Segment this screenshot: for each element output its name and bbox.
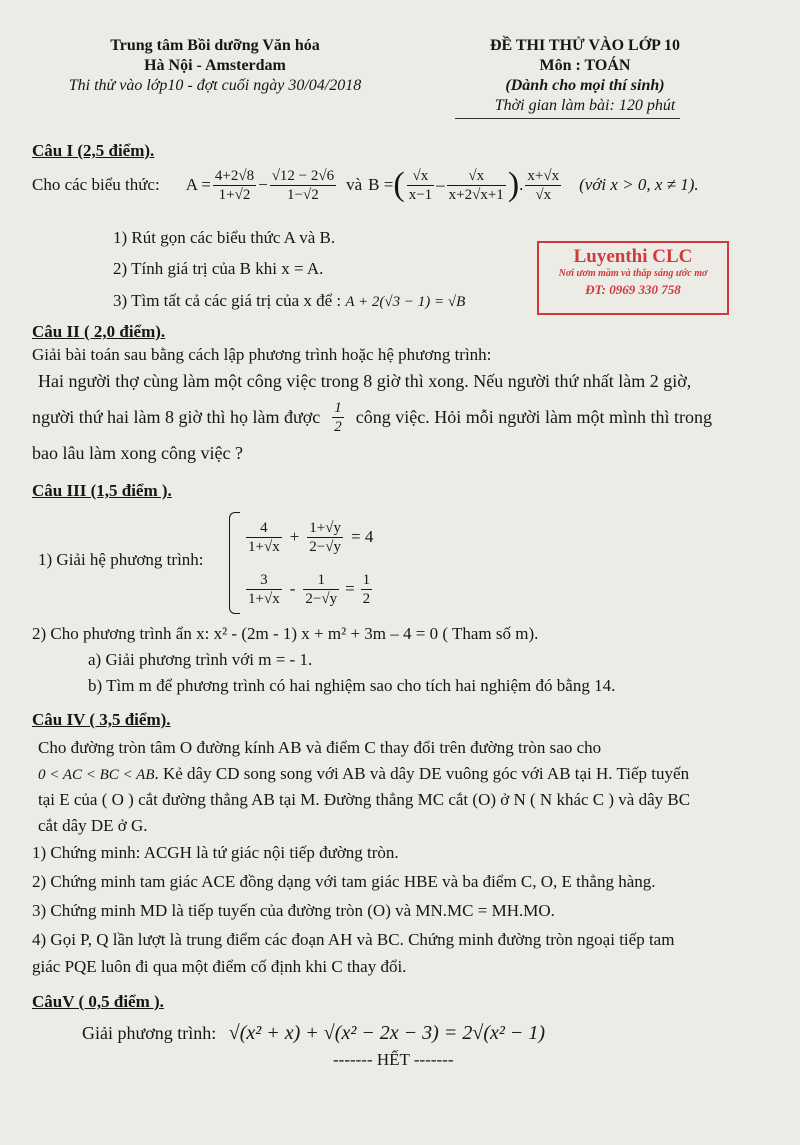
header-left xyxy=(30,36,400,96)
stamp-slogan: Nơi ươm mầm và thắp sáng ước mơ xyxy=(558,268,708,279)
q1-condition: (với x > 0, x ≠ 1). xyxy=(579,175,699,194)
exam-duration: Thời gian làm bài: 120 phút xyxy=(494,97,676,114)
B-frac2-numerator: √x xyxy=(447,167,506,186)
e2-frac1-numerator: 3 xyxy=(246,571,282,590)
A-fraction-2 xyxy=(270,167,336,204)
q3-title: Câu III (1,5 điểm ). xyxy=(32,481,172,500)
A-label: A = xyxy=(185,175,211,194)
left-paren: ( xyxy=(393,166,405,203)
q2-fraction xyxy=(332,399,344,436)
e2-frac2-denominator: 2−√y xyxy=(305,590,338,607)
e2-rhs-fraction xyxy=(361,571,373,608)
q2-line4: bao lâu làm xong công việc ? xyxy=(32,443,243,463)
exam-title: ĐỀ THI THỬ VÀO LỚP 10 xyxy=(489,37,681,54)
q1-part3-equation: A + 2(√3 − 1) = √B xyxy=(345,294,466,310)
center-location: Hà Nội - Amsterdam xyxy=(144,57,286,74)
q4-part3: 3) Chứng minh MD là tiếp tuyến của đường tròn (O) và MN.MC = MH.MO. xyxy=(32,901,555,920)
q3-equation-1 xyxy=(244,514,373,560)
q4-part1: 1) Chứng minh: ACGH là tứ giác nội tiếp đường tròn. xyxy=(32,843,399,862)
e1-rhs: = 4 xyxy=(351,527,374,546)
q5-equation: √(x² + x) + √(x² − 2x − 3) = 2√(x² − 1) xyxy=(228,1022,546,1044)
e2-rhs-denominator: 2 xyxy=(362,590,371,607)
e2-rhs-numerator: 1 xyxy=(362,571,371,588)
e2-frac2-numerator: 1 xyxy=(303,571,339,590)
A-fraction-1 xyxy=(213,167,256,204)
center-name: Trung tâm Bồi dưỡng Văn hóa xyxy=(110,37,320,54)
exam-subject: Môn : TOÁN xyxy=(539,57,631,74)
q5-line xyxy=(82,1022,545,1045)
e2-equals: = xyxy=(345,579,355,598)
q1-title: Câu I (2,5 điểm). xyxy=(32,141,155,160)
e1-frac1-denominator: 1+√x xyxy=(248,538,280,555)
q2-fraction-denominator: 2 xyxy=(334,418,342,435)
q1-part3 xyxy=(113,291,465,311)
stamp-phone: ĐT: 0969 330 758 xyxy=(585,282,681,297)
q2-line3-end: công việc. Hỏi mỗi người làm một mình thì trong xyxy=(355,406,713,427)
B-label: B = xyxy=(368,175,394,194)
q4-line1: Cho đường tròn tâm O đường kính AB và điểm C thay đổi trên đường tròn sao cho xyxy=(38,738,602,757)
q3-part2b: b) Tìm m để phương trình có hai nghiệm sao cho tích hai nghiệm đó bằng 14. xyxy=(88,676,616,695)
e2-frac1-denominator: 1+√x xyxy=(248,590,280,607)
q3-part2: 2) Cho phương trình ẩn x: x² - (2m - 1) x + m² + 3m – 4 = 0 ( Tham số m). xyxy=(32,624,539,643)
A-minus: − xyxy=(258,175,268,194)
e2-fraction-1 xyxy=(246,571,282,608)
B-frac3-denominator: √x xyxy=(535,186,552,203)
publisher-stamp xyxy=(537,241,729,315)
q2-title: Câu II ( 2,0 điểm). xyxy=(32,322,166,341)
q4-line4: cắt dây DE ở G. xyxy=(38,816,148,835)
B-frac1-numerator: √x xyxy=(407,167,434,186)
e2-fraction-2 xyxy=(303,571,339,608)
stamp-name: Luyenthi CLC xyxy=(573,246,693,267)
e1-plus: + xyxy=(289,527,300,546)
q1-part3-text: 3) Tìm tất cả các giá trị của x để : xyxy=(113,291,342,310)
q4-part4b: giác PQE luôn đi qua một điểm cố định khi C thay đổi. xyxy=(32,957,407,976)
q3-part2a: a) Giải phương trình với m = - 1. xyxy=(88,650,313,669)
q1-expressions: Cho các biểu thức: A = $\frac{4+2√8}{1+√2}$ − $\frac{√12 - 2√6}{1-√2}$ và B = ( $\frac{√x}{x-1}$ – $\frac{√x}{x+2√x+1}$ ) . $\frac{x+√x}{√x}$ (với x > 0, x ≠ 1). xyxy=(32,166,699,203)
header-divider xyxy=(455,118,680,119)
and-word: và xyxy=(346,175,363,194)
e1-frac2-denominator: 2−√y xyxy=(309,538,341,555)
B-fraction-3 xyxy=(525,167,561,204)
q4-part2: 2) Chứng minh tam giác ACE đồng dạng với tam giác HBE và ba điểm C, O, E thẳng hàng. xyxy=(32,872,656,891)
q2-line2: Hai người thợ cùng làm một công việc trong 8 giờ thì xong. Nếu người thứ nhất làm 2 giờ, xyxy=(38,371,692,391)
q3-equation-2 xyxy=(244,566,374,612)
q2-fraction-numerator: 1 xyxy=(334,399,342,416)
e1-fraction-1 xyxy=(246,519,282,556)
q4-title: Câu IV ( 3,5 điểm). xyxy=(32,710,171,729)
A-frac1-numerator: 4+2√8 xyxy=(214,167,255,184)
B-frac1-denominator: x−1 xyxy=(408,186,433,203)
B-fraction-1 xyxy=(407,167,434,204)
e1-fraction-2 xyxy=(307,519,343,556)
q4-line2-text: . Kẻ dây CD song song với AB và dây DE vuông góc với AB tại H. Tiếp tuyến xyxy=(154,764,690,783)
B-frac3-numerator: x+√x xyxy=(527,167,560,184)
q2-line3 xyxy=(32,396,712,438)
q4-inequality: 0 < AC < BC < AB xyxy=(38,767,155,783)
right-paren: ) xyxy=(507,166,520,203)
q3-part1: 1) Giải hệ phương trình: xyxy=(38,550,204,569)
header-right xyxy=(455,36,715,116)
q1-part1: 1) Rút gọn các biểu thức A và B. xyxy=(113,228,336,247)
end-marker: ------- HẾT ------- xyxy=(333,1050,454,1069)
A-frac1-denominator: 1+√2 xyxy=(218,186,251,203)
exam-audience: (Dành cho mọi thí sinh) xyxy=(505,77,665,94)
q4-part4a: 4) Gọi P, Q lần lượt là trung điểm các đoạn AH và BC. Chứng minh đường tròn ngoại tiếp tam xyxy=(32,930,675,949)
A-frac2-denominator: 1−√2 xyxy=(287,186,319,203)
e1-frac2-numerator: 1+√y xyxy=(309,519,341,536)
B-frac2-denominator: x+2√x+1 xyxy=(448,186,504,203)
system-brace xyxy=(229,512,240,614)
q4-line2 xyxy=(38,764,689,784)
e2-minus: - xyxy=(289,579,296,598)
q5-text: Giải phương trình: xyxy=(82,1023,217,1043)
exam-date: Thi thử vào lớp10 - đợt cuối ngày 30/04/2018 xyxy=(68,77,362,94)
e1-frac1-numerator: 4 xyxy=(246,519,282,538)
q4-line3: tại E của ( O ) cắt đường thẳng AB tại M. Đường thẳng MC cắt (O) ở N ( N khác C ) và dây BC xyxy=(38,790,691,809)
q1-intro: Cho các biểu thức: xyxy=(32,175,160,194)
q1-part2: 2) Tính giá trị của B khi x = A. xyxy=(113,259,324,278)
q2-line3-start: người thứ hai làm 8 giờ thì họ làm được xyxy=(32,406,321,427)
B-fraction-2 xyxy=(447,167,506,204)
q2-line1: Giải bài toán sau bằng cách lập phương trình hoặc hệ phương trình: xyxy=(32,345,492,364)
A-frac2-numerator: √12 − 2√6 xyxy=(271,167,335,184)
q5-title: CâuV ( 0,5 điểm ). xyxy=(32,992,164,1011)
